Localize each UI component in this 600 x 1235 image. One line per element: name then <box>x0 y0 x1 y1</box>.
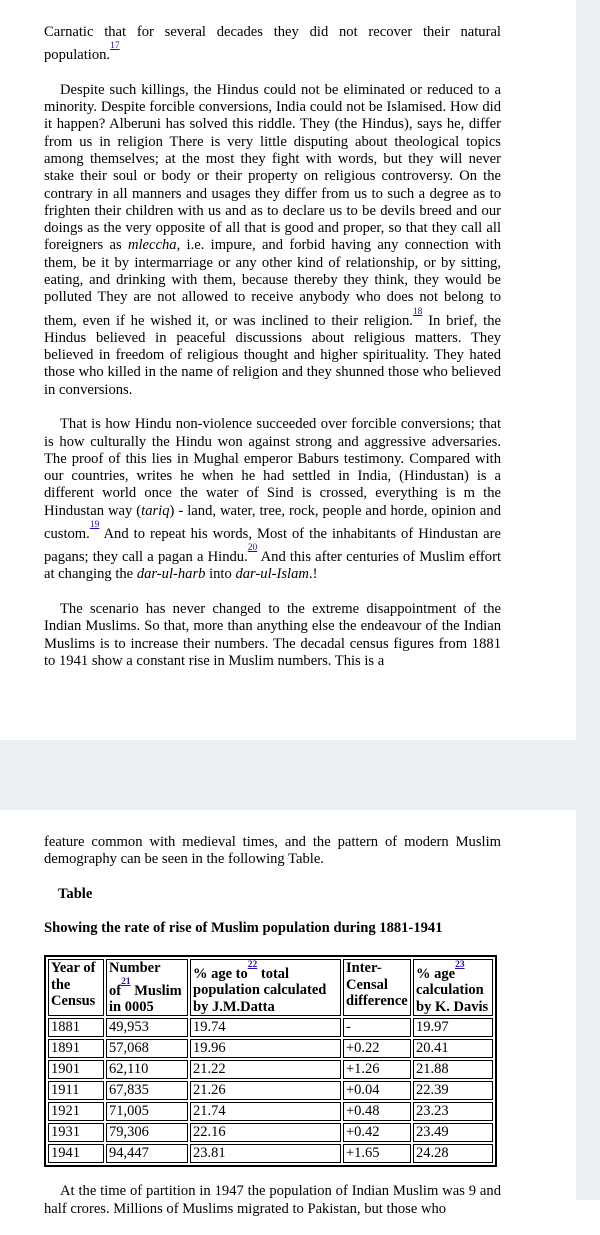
cell-pct-davis: 23.23 <box>413 1102 493 1121</box>
cell-pct-davis: 21.88 <box>413 1060 493 1079</box>
cell-number: 67,835 <box>106 1081 188 1100</box>
page-2-body <box>44 834 501 1235</box>
cell-number: 79,306 <box>106 1123 188 1142</box>
table-label: Table <box>58 885 93 902</box>
census-table <box>44 955 497 1167</box>
document-page-2 <box>0 810 576 1217</box>
table-caption: Showing the rate of rise of Muslim population during 1881-1941 <box>44 920 443 937</box>
footnote-link-18[interactable]: 18 <box>412 306 423 317</box>
footnote-link-19[interactable]: 19 <box>89 520 100 531</box>
cell-intercensal: +1.26 <box>343 1060 411 1079</box>
table-row <box>48 1123 493 1142</box>
table-header-row <box>48 959 493 1016</box>
header-pct-datta: % age to$^{^{22}}$ total population calculated by J.M.Datta <box>190 959 341 1016</box>
cell-year: 1901 <box>48 1060 104 1079</box>
table-row <box>48 1081 493 1100</box>
cell-pct-davis: 22.39 <box>413 1081 493 1100</box>
cell-pct-datta: 19.74 <box>190 1018 341 1037</box>
paragraph: The scenario has never changed to the extreme disappointment of the Indian Muslims. So that, more than anything else the endeavour of the Indian Muslims is to increase their numbers. The decadal census figures from 1881 to 1941 show a constant rise in Muslim numbers. This is a <box>44 600 501 669</box>
cell-year: 1921 <box>48 1102 104 1121</box>
cell-number: 71,005 <box>106 1102 188 1121</box>
cell-pct-datta: 23.81 <box>190 1144 341 1163</box>
table-row <box>48 1018 493 1037</box>
cell-pct-datta: 21.74 <box>190 1102 341 1121</box>
header-year: Year of the Census <box>48 959 104 1016</box>
header-intercensal: Inter-Censal difference <box>343 959 411 1016</box>
cell-intercensal: +0.22 <box>343 1039 411 1058</box>
footnote-link-17[interactable]: 17 <box>110 41 120 52</box>
footnote-link-21[interactable]: 21 <box>121 976 131 987</box>
cell-year: 1911 <box>48 1081 104 1100</box>
cell-pct-davis: 20.41 <box>413 1039 493 1058</box>
table-row <box>48 1144 493 1163</box>
header-number: Number of$^{^{21}}$ Muslim in 0005 <box>106 959 188 1016</box>
footnote-link-23[interactable]: 23 <box>455 960 465 971</box>
header-pct-davis: % age$^{^{23}}$ calculation by K. Davis <box>413 959 493 1016</box>
paragraph: That is how Hindu non-violence succeeded over forcible conversions; that is how culturally the Hindu won against strong and aggressive adversaries. The proof of this lies in Mughal emperor Baburs testimony. Compared with our countries, writes he when he had settled in India, (Hindustan) is a different world once the water of Sind is crossed, everything is m the Hindustan way (tariq) - land, water, tree, rock, people and horde, opinion and custom.$^{^{19}}$ And to repeat his words, Most of the inhabitants of Hindustan are pagans; they call a pagan a Hindu.$^{^{20}}$ And this after centuries of Muslim effort at changing the dar-ul-harb into dar-ul-Islam.! <box>44 416 502 583</box>
cell-year: 1891 <box>48 1039 104 1058</box>
table-row <box>48 1060 493 1079</box>
cell-intercensal: - <box>343 1018 411 1037</box>
cell-pct-davis: 19.97 <box>413 1018 493 1037</box>
cell-pct-datta: 21.26 <box>190 1081 341 1100</box>
cell-pct-davis: 23.49 <box>413 1123 493 1142</box>
cell-year: 1931 <box>48 1123 104 1142</box>
viewer-background-right <box>576 0 600 1200</box>
footnote-link-20[interactable]: 20 <box>247 543 258 554</box>
cell-pct-datta: 22.16 <box>190 1123 341 1142</box>
cell-intercensal: +0.48 <box>343 1102 411 1121</box>
paragraph: Carnatic that for several decades they did not recover their natural population.$^{^{17}}$ <box>44 24 501 64</box>
cell-year: 1941 <box>48 1144 104 1163</box>
table-row <box>48 1102 493 1121</box>
cell-year: 1881 <box>48 1018 104 1037</box>
cell-intercensal: +1.65 <box>343 1144 411 1163</box>
paragraph: feature common with medieval times, and the pattern of modern Muslim demography can be seen in the following Table. <box>44 834 501 868</box>
page-gap <box>0 740 600 810</box>
paragraph: At the time of partition in 1947 the population of Indian Muslim was 9 and half crores. Millions of Muslims migrated to Pakistan, but those who <box>44 1183 501 1217</box>
cell-pct-datta: 21.22 <box>190 1060 341 1079</box>
cell-pct-davis: 24.28 <box>413 1144 493 1163</box>
cell-intercensal: +0.04 <box>343 1081 411 1100</box>
cell-number: 62,110 <box>106 1060 188 1079</box>
cell-intercensal: +0.42 <box>343 1123 411 1142</box>
page-1-body <box>44 24 501 687</box>
cell-pct-datta: 19.96 <box>190 1039 341 1058</box>
table-row <box>48 1039 493 1058</box>
cell-number: 49,953 <box>106 1018 188 1037</box>
footnote-link-22[interactable]: 22 <box>247 960 258 971</box>
paragraph: Despite such killings, the Hindus could not be eliminated or reduced to a minority. Despite forcible conversions, India could not be Islamised. How did it happen? Alberuni has solved this riddle. They (the Hindus), says he, differ from us in religion There is very little disputing about theological topics among themselves; at the most they fight with words, but they will never stake their soul or body or their property on religious controversy. On the contrary in all manners and usages they differ from us to such a degree as to frighten their children with us and as to declare us to be devils breed and our doings as the very opposite of all that is good and proper, so that they call all foreigners as mleccha, i.e. impure, and forbid having any connection with them, be it by intermarriage or any other kind of relationship, or by sitting, eating, and drinking with them, because thereby they think, they would be polluted They are not allowed to receive anybody who does not belong to them, even if he wished it, or was inclined to their religion.$^{^{18}}$ In brief, the Hindus believed in peaceful discussions about religious matters. They believed in freedom of religious thought and higher spirituality. They hated those who killed in the name of religion and they shunned those who believed in conversions. <box>44 81 501 398</box>
cell-number: 94,447 <box>106 1144 188 1163</box>
cell-number: 57,068 <box>106 1039 188 1058</box>
